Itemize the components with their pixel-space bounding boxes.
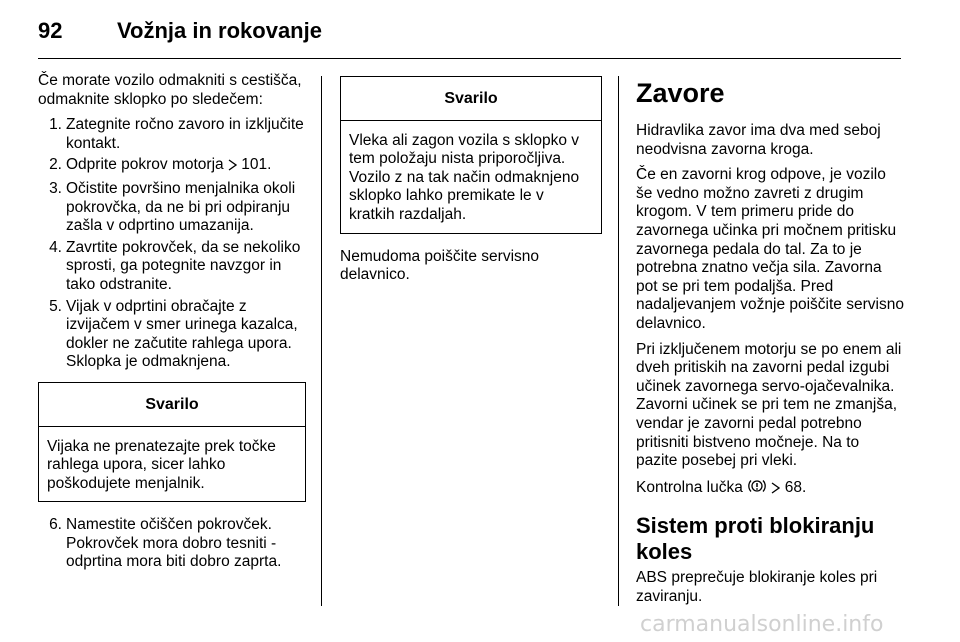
paragraph: Hidravlika zavor ima dva med seboj neodvisna zavorna kroga. [636,122,881,158]
column-left [38,72,306,575]
warning-box [38,382,306,502]
page-header [38,18,322,48]
intro-text: Če morate vozilo odmakniti s cestišča, odmaknite sklopko po sledečem: [38,72,302,108]
column-middle [340,76,602,292]
brake-warning-icon [747,478,767,500]
warning-title: Svarilo [341,77,601,121]
warning-body: Vijaka ne prenatezajte prek točke rahlega upora, sicer lahko poškodujete menjalnik. [47,437,276,492]
step-list [38,116,306,372]
header-rule [38,58,901,59]
section-heading: Zavore [636,78,725,108]
column-right [636,72,904,613]
paragraph: Če en zavorni krog odpove, je vozilo še vedno možno zavreti z drugim krogom. V tem primeru pride do zavornega učinka pri močnem pritisku zavornega pedala do tal. Za to je potrebna znatno večja sila. Zavorna pot se pri tem podaljša. Pred nadaljevanjem vožnje poiščite servisno delavnico. [636,166,904,332]
list-item: 2. Odprite pokrov motorja 101. [38,156,306,177]
page-reference[interactable]: 101. [241,156,272,174]
list-item: 6. Namestite očiščen pokrovček. Pokrovček mora dobro tesniti - odprtina mora biti dobro zaprta. [49,516,282,571]
page-reference[interactable]: 68. [784,478,807,496]
warning-title: Svarilo [39,383,305,427]
page-number: 92 [38,18,63,43]
column-divider [618,76,619,606]
warning-box [340,76,602,234]
list-item: 5. Vijak v odprtini obračajte z izvijačem v smer urinega kazalca, dokler ne začutite rahlega upora. Sklopka je odmaknjena. [49,297,298,371]
watermark: carmanualsonline.info [640,612,884,637]
column-divider [321,76,322,606]
warning-body: Vleka ali zagon vozila s sklopko v tem položaju nista priporočljiva. Vozilo z na tak način odmaknjeno sklopko lahko premikate le v kratkih razdaljah. [349,131,580,223]
list-item: 4. Zavrtite pokrovček, da se nekoliko sprosti, ga potegnite navzgor in tako odstranite. [49,238,301,293]
page-reference-icon [771,481,780,500]
paragraph: Pri izključenem motorju se po enem ali dveh pritiskih na zavorni pedal izgubi učinek zavornega servo-ojačevalnika. Zavorni učinek se pri tem ne zmanjša, vendar je zavorni pedal potrebno pritisniti bistveno močneje. Na to pazite posebej pri vleki. [636,340,902,470]
list-item: 1. Zategnite ročno zavoro in izključite kontakt. [49,116,304,152]
body-text: Nemudoma poiščite servisno delavnico. [340,247,540,284]
step-list [38,516,306,572]
paragraph: ABS preprečuje blokiranje koles pri zaviranju. [636,569,878,605]
page-title: Vožnja in rokovanje [117,18,322,43]
page-reference-icon [228,158,237,177]
indicator-line: Kontrolna lučka 68. [636,478,904,500]
subsection-heading: Sistem proti blokiranju koles [636,513,875,565]
list-item: 3. Očistite površino menjalnika okoli pokrovčka, da ne bi pri odpiranju zašla v odprtino umazanija. [49,179,296,235]
